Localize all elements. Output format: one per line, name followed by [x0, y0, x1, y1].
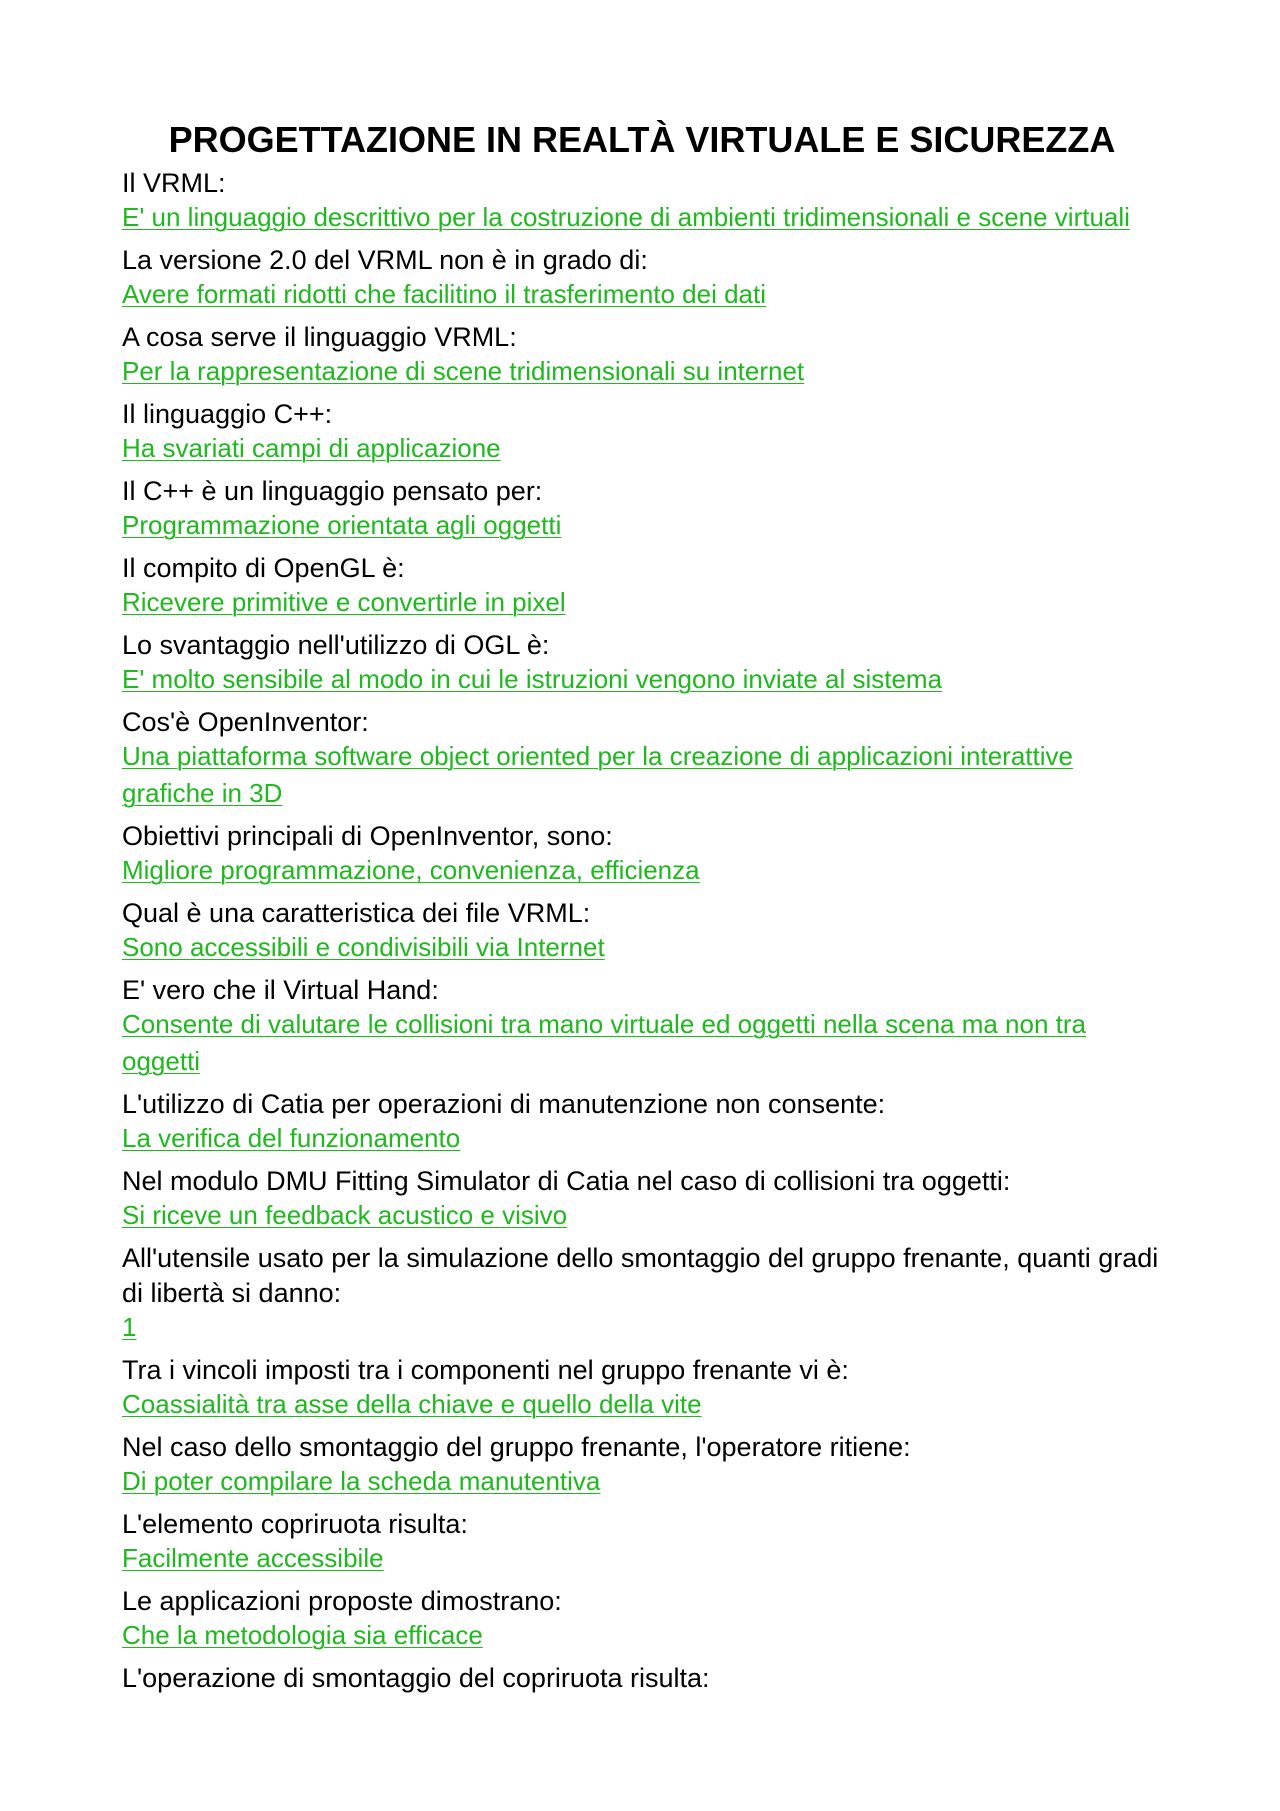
answer-link[interactable]: Programmazione orientata agli oggetti [122, 510, 562, 540]
qa-item [122, 166, 1162, 238]
answer-link[interactable]: Ricevere primitive e convertirle in pixel [122, 587, 566, 617]
question-text: Nel modulo DMU Fitting Simulator di Catia nel caso di collisioni tra oggetti: [122, 1166, 1011, 1196]
question-text: Il C++ è un linguaggio pensato per: [122, 476, 543, 506]
answer-link[interactable]: Si riceve un feedback acustico e visivo [122, 1200, 568, 1230]
question-text: A cosa serve il linguaggio VRML: [122, 322, 517, 352]
question-text: Nel caso dello smontaggio del gruppo frenante, l'operatore ritiene: [122, 1432, 911, 1462]
qa-item [122, 896, 1162, 968]
question-text: All'utensile usato per la simulazione dello smontaggio del gruppo frenante, quanti gradi di libertà si danno: [122, 1243, 1159, 1308]
answer-link[interactable]: Avere formati ridotti che facilitino il trasferimento dei dati [122, 279, 767, 309]
qa-item [122, 1430, 1162, 1502]
question-text: L'elemento copriruota risulta: [122, 1509, 468, 1539]
answer-link[interactable]: Di poter compilare la scheda manutentiva [122, 1466, 601, 1496]
question-text: L'operazione di smontaggio del copriruota risulta: [122, 1663, 710, 1693]
answer-link[interactable]: Una piattaforma software object oriented per la creazione di applicazioni interattive grafiche in 3D [122, 741, 1073, 808]
qa-item [122, 1661, 1162, 1696]
answer-link[interactable]: Che la metodologia sia efficace [122, 1620, 483, 1650]
qa-item [122, 705, 1162, 814]
answer-link[interactable]: Coassialità tra asse della chiave e quello della vite [122, 1389, 702, 1419]
qa-item [122, 1087, 1162, 1159]
qa-item [122, 1507, 1162, 1579]
qa-item [122, 1584, 1162, 1656]
qa-item [122, 1241, 1162, 1348]
qa-item [122, 628, 1162, 700]
document-page [122, 118, 1162, 1701]
question-text: L'utilizzo di Catia per operazioni di manutenzione non consente: [122, 1089, 886, 1119]
question-text: Tra i vincoli imposti tra i componenti nel gruppo frenante vi è: [122, 1355, 849, 1385]
question-text: Qual è una caratteristica dei file VRML: [122, 898, 591, 928]
answer-link[interactable]: 1 [122, 1312, 137, 1342]
answer-link[interactable]: E' un linguaggio descrittivo per la costruzione di ambienti tridimensionali e scene virtuali [122, 202, 1130, 232]
question-text: E' vero che il Virtual Hand: [122, 975, 439, 1005]
question-text: Il linguaggio C++: [122, 399, 333, 429]
qa-item [122, 397, 1162, 469]
qa-item [122, 320, 1162, 392]
answer-link[interactable]: Consente di valutare le collisioni tra mano virtuale ed oggetti nella scena ma non tra oggetti [122, 1009, 1086, 1076]
answer-link[interactable]: Migliore programmazione, convenienza, efficienza [122, 855, 700, 885]
question-text: Cos'è OpenInventor: [122, 707, 369, 737]
question-text: La versione 2.0 del VRML non è in grado di: [122, 245, 648, 275]
qa-item [122, 474, 1162, 546]
qa-item [122, 243, 1162, 315]
qa-item [122, 1164, 1162, 1236]
question-text: Obiettivi principali di OpenInventor, sono: [122, 821, 613, 851]
answer-link[interactable]: E' molto sensibile al modo in cui le istruzioni vengono inviate al sistema [122, 664, 943, 694]
qa-item [122, 819, 1162, 891]
question-text: Il VRML: [122, 168, 226, 198]
question-text: Il compito di OpenGL è: [122, 553, 405, 583]
answer-link[interactable]: Facilmente accessibile [122, 1543, 384, 1573]
answer-link[interactable]: Per la rappresentazione di scene tridimensionali su internet [122, 356, 805, 386]
question-text: Le applicazioni proposte dimostrano: [122, 1586, 562, 1616]
answer-link[interactable]: La verifica del funzionamento [122, 1123, 461, 1153]
qa-item [122, 551, 1162, 623]
qa-item [122, 973, 1162, 1082]
question-text: Lo svantaggio nell'utilizzo di OGL è: [122, 630, 550, 660]
page-title: PROGETTAZIONE IN REALTÀ VIRTUALE E SICUREZZA [168, 119, 1116, 160]
qa-item [122, 1353, 1162, 1425]
answer-link[interactable]: Ha svariati campi di applicazione [122, 433, 501, 463]
answer-link[interactable]: Sono accessibili e condivisibili via Internet [122, 932, 605, 962]
